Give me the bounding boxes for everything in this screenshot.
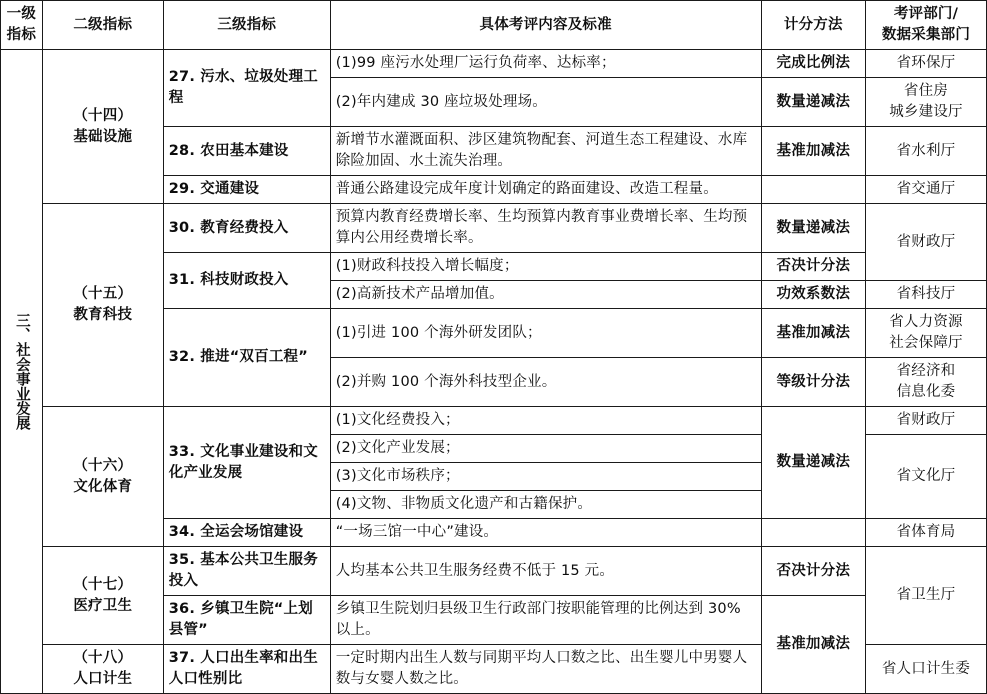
- level3-indicator-36: 36. 乡镇卫生院“上划县管”: [163, 596, 330, 645]
- criteria-27-2: (2)年内建成 30 座垃圾处理场。: [330, 78, 761, 127]
- level2-code: （十七）: [73, 576, 133, 593]
- level2-code: （十八）: [73, 650, 133, 667]
- criteria-30-1: 预算内教育经费增长率、生均预算内教育事业费增长率、生均预算内公用经费增长率。: [330, 204, 761, 253]
- method-35-1: 否决计分法: [761, 547, 865, 596]
- level3-indicator-34: 34. 全运会场馆建设: [163, 519, 330, 547]
- criteria-28-1: 新增节水灌溉面积、涉区建筑物配套、河道生态工程建设、水库除险加固、水土流失治理。: [330, 127, 761, 176]
- dept-32-1: [865, 309, 986, 358]
- method-29-1: [761, 176, 865, 204]
- criteria-34-1: “一场三馆一中心”建设。: [330, 519, 761, 547]
- dept-33-3: 省文化厅: [865, 435, 986, 519]
- dept-line1: 省住房: [903, 83, 949, 100]
- criteria-33-3: (3)文化市场秩序；: [330, 463, 761, 491]
- level2-code: （十五）: [73, 286, 133, 303]
- dept-35-1: 省卫生厅: [865, 547, 986, 645]
- dept-27-2: [865, 78, 986, 127]
- dept-28-1: 省水利厅: [865, 127, 986, 176]
- level2-group-14: [42, 50, 163, 204]
- table-row: [1, 547, 987, 596]
- table-row: [1, 407, 987, 435]
- method-27-2: 数量递减法: [761, 78, 865, 127]
- method-27-1: 完成比例法: [761, 50, 865, 78]
- dept-33-1: 省财政厅: [865, 407, 986, 435]
- level3-indicator-32: 32. 推进“双百工程”: [163, 309, 330, 407]
- level3-indicator-27: 27. 污水、垃圾处理工程: [163, 50, 330, 127]
- dept-32-2: [865, 358, 986, 407]
- dept-37-1: 省人口计生委: [865, 645, 986, 694]
- header-level1-line1: 一级: [6, 6, 37, 22]
- level1-indicator-cell: [1, 50, 43, 694]
- dept-27-1: 省环保厅: [865, 50, 986, 78]
- header-level3: 三级指标: [163, 1, 330, 50]
- level3-indicator-30: 30. 教育经费投入: [163, 204, 330, 253]
- level2-code: （十六）: [73, 457, 133, 474]
- level2-label: 文化体育: [73, 478, 133, 495]
- method-31-2: 功效系数法: [761, 281, 865, 309]
- method-34-1: [761, 519, 865, 547]
- level3-indicator-31: 31. 科技财政投入: [163, 253, 330, 309]
- dept-line1: 省人力资源: [889, 314, 963, 331]
- dept-31-2: 省科技厅: [865, 281, 986, 309]
- criteria-37-1: 一定时期内出生人数与同期平均人口数之比、出生婴儿中男婴人数与女婴人数之比。: [330, 645, 761, 694]
- criteria-33-2: (2)文化产业发展；: [330, 435, 761, 463]
- header-level1: [1, 1, 43, 50]
- level2-label: 教育科技: [73, 307, 133, 324]
- level2-group-16: [42, 407, 163, 547]
- level2-label: 基础设施: [73, 128, 133, 145]
- level2-code: （十四）: [73, 107, 133, 124]
- criteria-35-1: 人均基本公共卫生服务经费不低于 15 元。: [330, 547, 761, 596]
- header-department-line2: 数据采集部门: [881, 27, 971, 44]
- level3-indicator-33: 33. 文化事业建设和文化产业发展: [163, 407, 330, 519]
- method-30-1: 数量递减法: [761, 204, 865, 253]
- method-31-1: 否决计分法: [761, 253, 865, 281]
- level2-label: 人口计生: [73, 671, 133, 688]
- dept-line1: 省经济和: [896, 363, 956, 380]
- dept-line2: 城乡建设厅: [889, 104, 963, 121]
- criteria-29-1: 普通公路建设完成年度计划确定的路面建设、改造工程量。: [330, 176, 761, 204]
- level2-group-15: [42, 204, 163, 407]
- criteria-32-2: (2)并购 100 个海外科技型企业。: [330, 358, 761, 407]
- header-department: [865, 1, 986, 50]
- method-32-1: 基准加减法: [761, 309, 865, 358]
- method-28-1: 基准加减法: [761, 127, 865, 176]
- criteria-33-1: (1)文化经费投入；: [330, 407, 761, 435]
- table-row: [1, 204, 987, 253]
- dept-line2: 社会保障厅: [889, 335, 963, 352]
- level3-indicator-35: 35. 基本公共卫生服务投入: [163, 547, 330, 596]
- dept-30-1: 省财政厅: [865, 204, 986, 281]
- level1-indicator-label: 三、社会事业发展: [13, 312, 30, 431]
- header-level1-line2: 指标: [6, 27, 37, 44]
- header-level2: 二级指标: [42, 1, 163, 50]
- method-36-1: 基准加减法: [761, 596, 865, 694]
- criteria-32-1: (1)引进 100 个海外研发团队；: [330, 309, 761, 358]
- criteria-27-1: (1)99 座污水处理厂运行负荷率、达标率；: [330, 50, 761, 78]
- dept-34-1: 省体育局: [865, 519, 986, 547]
- level2-label: 医疗卫生: [73, 597, 133, 614]
- header-method: 计分方法: [761, 1, 865, 50]
- method-33: 数量递减法: [761, 407, 865, 519]
- method-32-2: 等级计分法: [761, 358, 865, 407]
- header-content: 具体考评内容及标准: [330, 1, 761, 50]
- level3-indicator-37: 37. 人口出生率和出生人口性别比: [163, 645, 330, 694]
- level3-indicator-29: 29. 交通建设: [163, 176, 330, 204]
- criteria-31-1: (1)财政科技投入增长幅度；: [330, 253, 761, 281]
- dept-29-1: 省交通厅: [865, 176, 986, 204]
- level2-group-17: [42, 547, 163, 645]
- criteria-36-1: 乡镇卫生院划归县级卫生行政部门按职能管理的比例达到 30% 以上。: [330, 596, 761, 645]
- criteria-33-4: (4)文物、非物质文化遗产和古籍保护。: [330, 491, 761, 519]
- level3-indicator-28: 28. 农田基本建设: [163, 127, 330, 176]
- dept-line2: 信息化委: [896, 384, 956, 401]
- table-header-row: [1, 1, 987, 50]
- level2-group-18: [42, 645, 163, 694]
- table-row: [1, 50, 987, 78]
- header-department-line1: 考评部门/: [893, 6, 959, 22]
- criteria-31-2: (2)高新技术产品增加值。: [330, 281, 761, 309]
